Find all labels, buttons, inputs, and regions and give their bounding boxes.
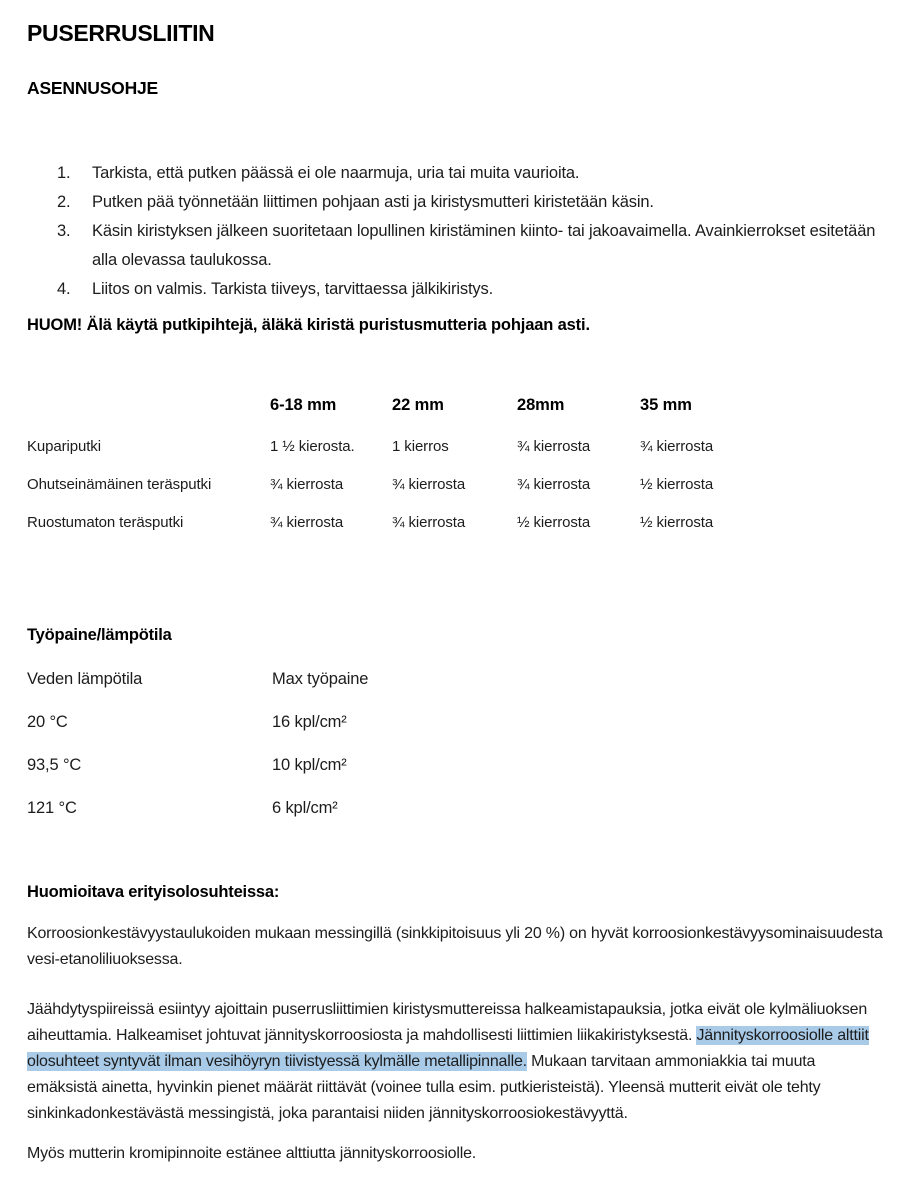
table-cell: ½ kierrosta — [640, 476, 714, 493]
list-item-text: Tarkista, että putken päässä ei ole naarmuja, uria tai muita vaurioita. — [92, 164, 580, 182]
table-cell: ¾ kierrosta — [270, 514, 344, 531]
temperature-value: 93,5 °C — [27, 756, 82, 774]
page-subtitle: ASENNUSOHJE — [27, 78, 159, 98]
pressure-value: 10 kpl/cm² — [272, 756, 347, 774]
list-item-number: 2. — [57, 193, 71, 211]
special-conditions-heading: Huomioitava erityisolosuhteissa: — [27, 883, 280, 901]
list-item — [27, 217, 889, 275]
paragraph: Myös mutterin kromipinnoite estänee alttiutta jännityskorroosiolle. — [27, 1145, 477, 1162]
table-header-row — [27, 395, 889, 415]
table-row — [27, 515, 889, 531]
column-header: Veden lämpötila — [27, 670, 143, 688]
temperature-value: 20 °C — [27, 713, 68, 731]
list-item-text: Putken pää työnnetään liittimen pohjaan asti ja kiristysmutteri kiristetään käsin. — [92, 193, 654, 211]
list-item-text: Käsin kiristyksen jälkeen suoritetaan lopullinen kiristäminen kiinto- tai jakoavaimella. Avainkierrokset esitetään alla olevassa taulukossa. — [92, 222, 876, 269]
table-cell: ¾ kierrosta — [517, 438, 591, 455]
pressure-header-row — [27, 669, 889, 689]
list-item — [27, 159, 889, 188]
column-header: 6-18 mm — [270, 396, 337, 414]
paragraph: Korroosionkestävyystaulukoiden mukaan messingillä (sinkkipitoisuus yli 20 %) on hyvät korroosionkestävyysominaisuudesta vesi-etanoliliuoksessa. — [27, 925, 883, 968]
pressure-row — [27, 712, 889, 732]
pressure-row — [27, 755, 889, 775]
instruction-list — [27, 159, 889, 304]
column-header: 35 mm — [640, 396, 692, 414]
paragraph — [27, 997, 889, 1127]
table-cell: 1 kierros — [392, 438, 449, 455]
table-cell: ½ kierrosta — [517, 514, 591, 531]
row-label: Kupariputki — [27, 438, 101, 455]
list-item — [27, 188, 889, 217]
tightening-turns-table — [27, 395, 889, 531]
paragraph-text: Mukaan tarvitaan ammoniakkia tai muuta emäksistä ainetta, hyvinkin pienet määrät riittävät (voinee tulla esim. putkieristeistä). Yleensä mutterit eivät ole tehty sinkinkadonkestävästä messingistä, joka parantaisi niiden jännityskorroosiokestävyyttä. — [27, 1053, 821, 1122]
table-cell: 1 ½ kierosta. — [270, 438, 355, 455]
column-header: Max työpaine — [272, 670, 369, 688]
table-row — [27, 439, 889, 455]
column-header: 22 mm — [392, 396, 444, 414]
table-cell: ¾ kierrosta — [640, 438, 714, 455]
highlighted-text: Jännityskorroosiolle alttiit olosuhteet syntyvät ilman vesihöyryn tiivistyessä kylmälle metallipinnalle. — [27, 1027, 869, 1070]
page-title: PUSERRUSLIITIN — [27, 20, 215, 46]
pressure-table — [27, 669, 889, 818]
table-row — [27, 477, 889, 493]
table-cell: ¾ kierrosta — [392, 476, 466, 493]
paragraph-text: Jäähdytyspiireissä esiintyy ajoittain puserrusliittimien kiristysmuttereissa halkeamistapauksia, jotka eivät ole kylmäliuoksen aiheuttamia. Halkeamiset johtuvat jännityskorroosiosta ja mahdollisesti liittimien liikakiristyksestä. — [27, 1001, 868, 1044]
row-label: Ohutseinämäinen teräsputki — [27, 476, 212, 493]
list-item-text: Liitos on valmis. Tarkista tiiveys, tarvittaessa jälkikiristys. — [92, 280, 494, 298]
list-item — [27, 275, 889, 304]
pressure-section-heading: Työpaine/lämpötila — [27, 626, 172, 644]
pressure-value: 16 kpl/cm² — [272, 713, 347, 731]
list-item-number: 4. — [57, 280, 71, 298]
row-label: Ruostumaton teräsputki — [27, 514, 184, 531]
list-item-number: 3. — [57, 222, 71, 240]
table-cell: ¾ kierrosta — [392, 514, 466, 531]
list-item-number: 1. — [57, 164, 71, 182]
table-corner-cell — [27, 395, 270, 415]
pressure-value: 6 kpl/cm² — [272, 799, 338, 817]
table-cell: ¾ kierrosta — [270, 476, 344, 493]
pressure-row — [27, 798, 889, 818]
column-header: 28mm — [517, 396, 565, 414]
temperature-value: 121 °C — [27, 799, 77, 817]
table-cell: ¾ kierrosta — [517, 476, 591, 493]
table-cell: ½ kierrosta — [640, 514, 714, 531]
warning-note: HUOM! Älä käytä putkipihtejä, äläkä kiristä puristusmutteria pohjaan asti. — [27, 316, 590, 334]
